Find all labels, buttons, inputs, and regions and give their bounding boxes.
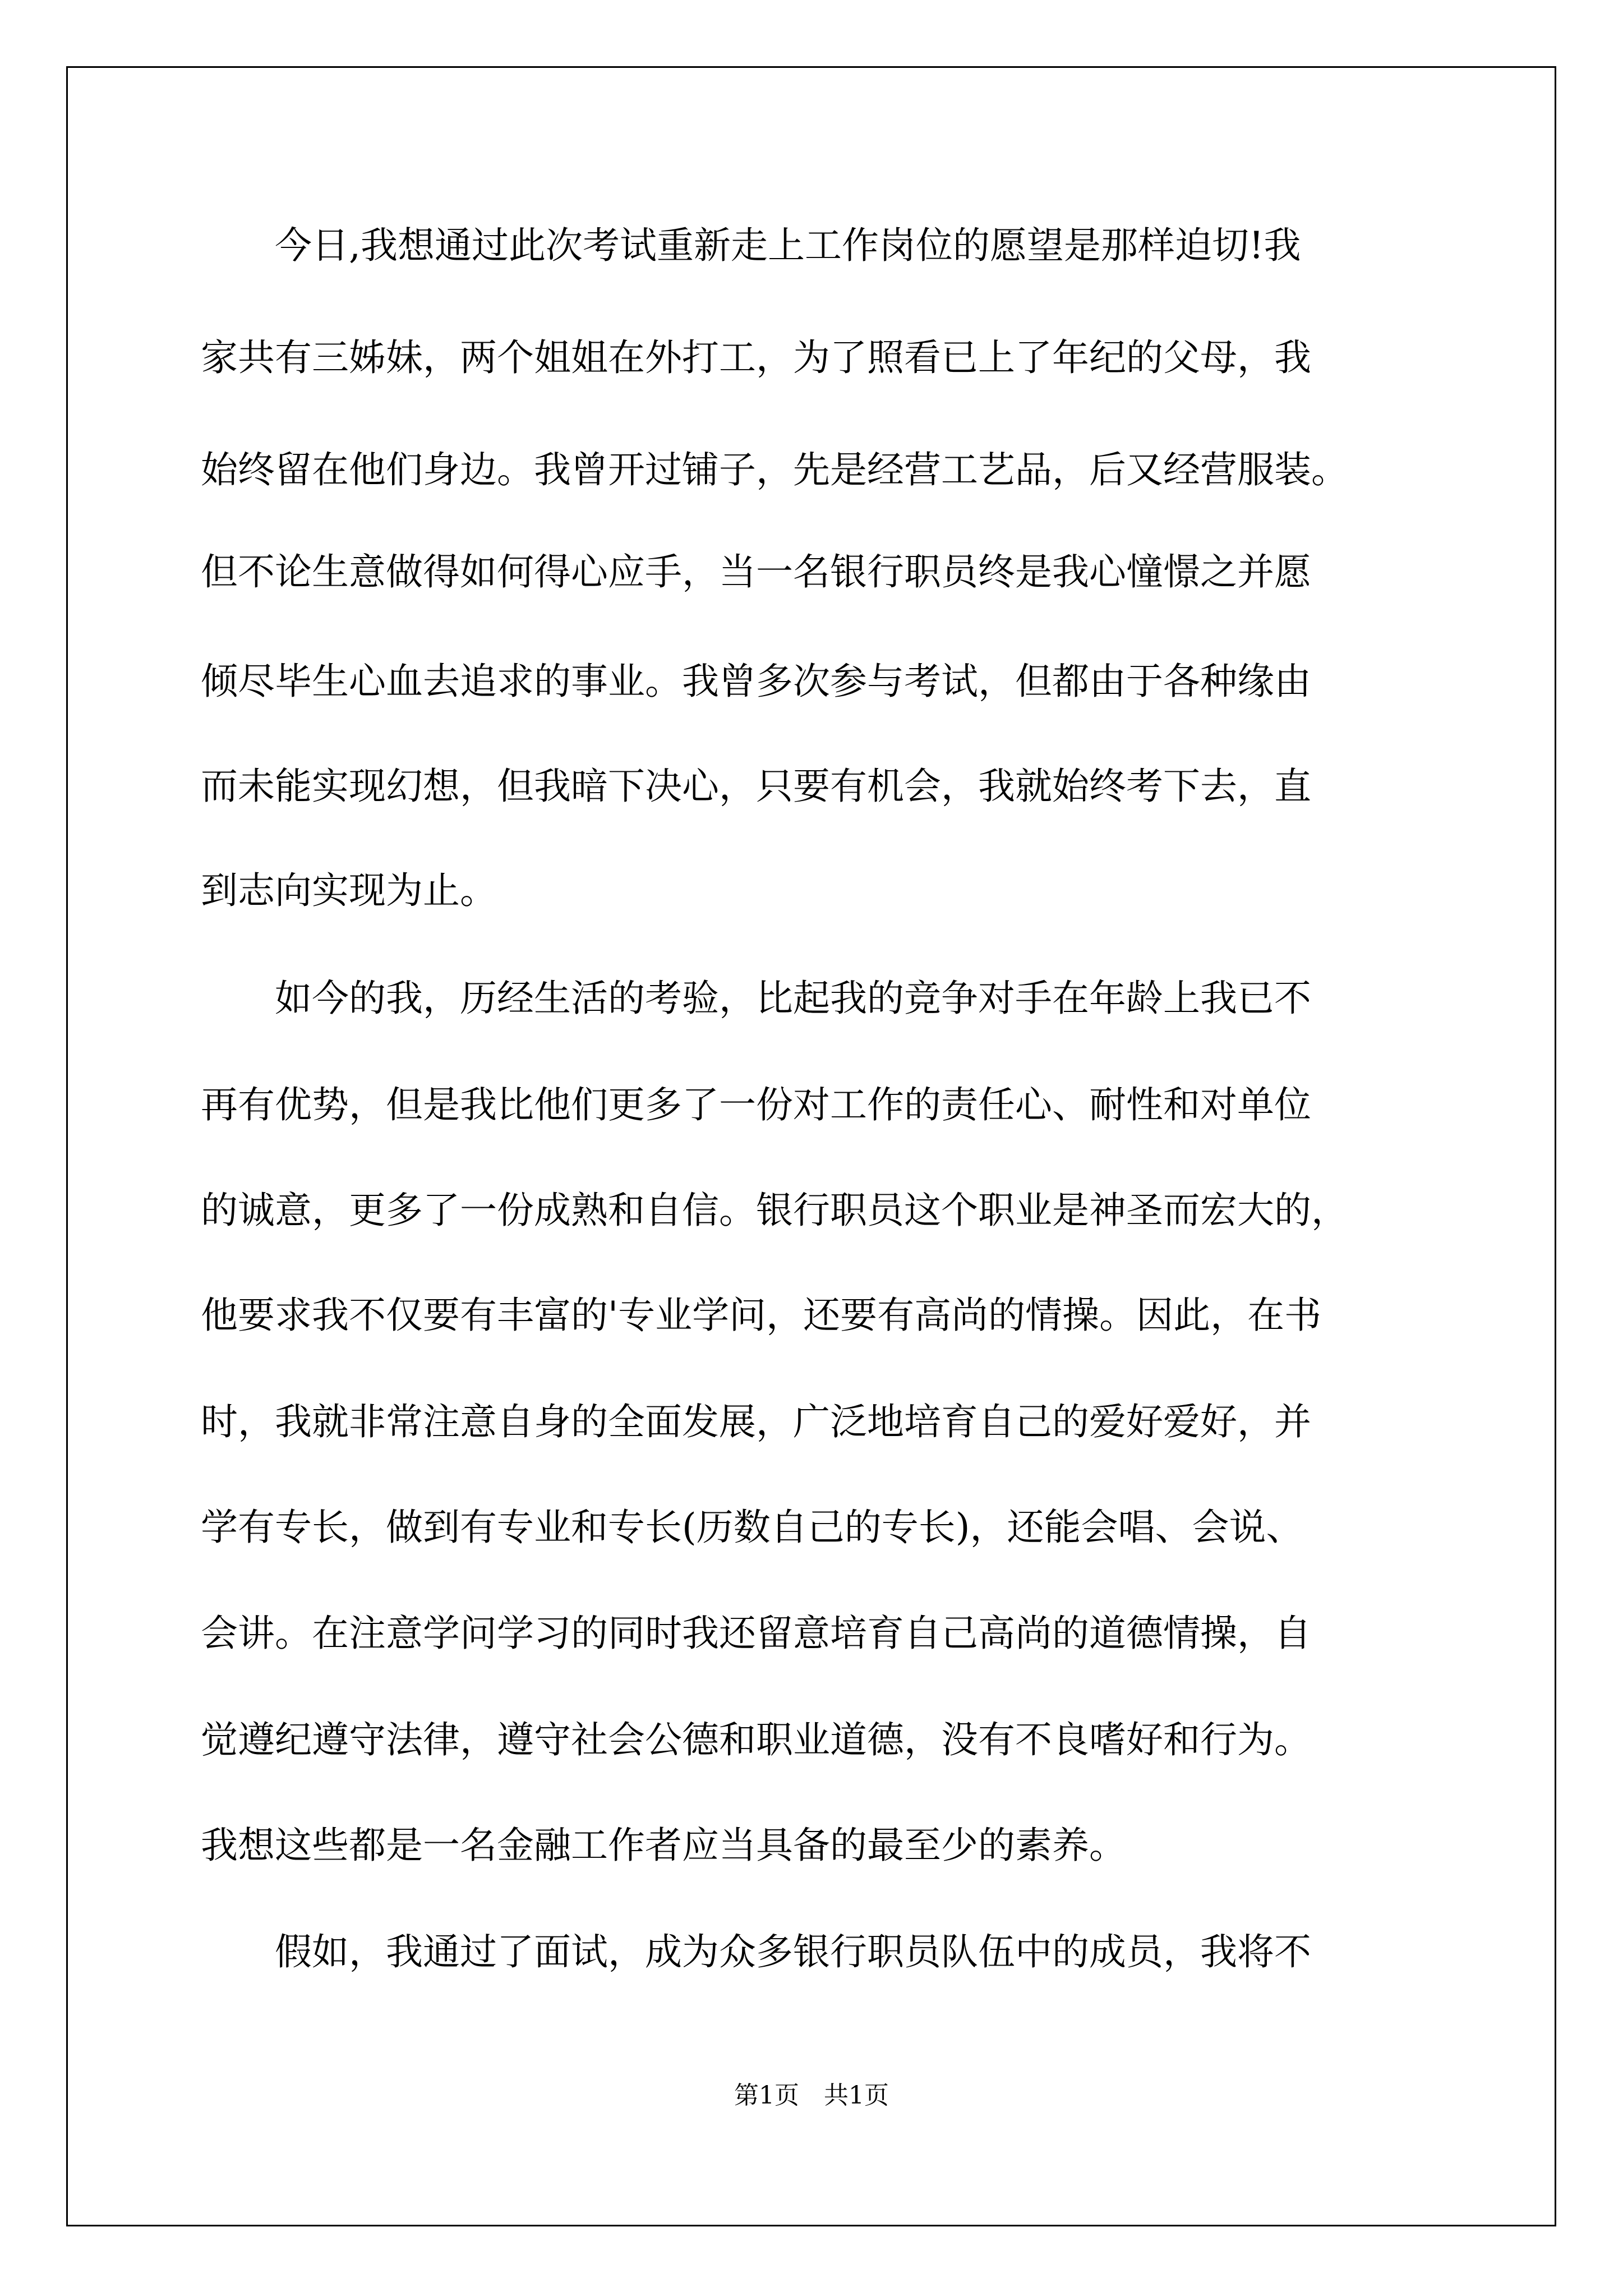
text-line: 倾尽毕生心血去追求的事业。我曾多次参与考试，但都由于各种缘由 xyxy=(201,660,1311,703)
text-line: 我想这些都是一名金融工作者应当具备的最至少的素养。 xyxy=(201,1824,1126,1867)
text-line: 家共有三姊妹，两个姐姐在外打工，为了照看已上了年纪的父母，我 xyxy=(201,336,1311,379)
text-line: 他要求我不仅要有丰富的'专业学问，还要有高尚的情操。因此，在书 xyxy=(201,1294,1322,1337)
text-line: 的诚意，更多了一份成熟和自信。银行职员这个职业是神圣而宏大的， xyxy=(201,1189,1348,1232)
text-line: 今日,我想通过此次考试重新走上工作岗位的愿望是那样迫切!我 xyxy=(201,224,1301,267)
text-line: 而未能实现幻想，但我暗下决心，只要有机会，我就始终考下去，直 xyxy=(201,765,1311,808)
text-line: 再有优势，但是我比他们更多了一份对工作的责任心、耐性和对单位 xyxy=(201,1083,1311,1126)
text-line: 假如，我通过了面试，成为众多银行职员队伍中的成员，我将不 xyxy=(201,1930,1311,1973)
text-line: 如今的我，历经生活的考验，比起我的竞争对手在年龄上我已不 xyxy=(201,977,1311,1020)
text-line: 时，我就非常注意自身的全面发展，广泛地培育自己的爱好爱好，并 xyxy=(201,1400,1311,1443)
text-line: 始终留在他们身边。我曾开过铺子，先是经营工艺品，后又经营服装。 xyxy=(201,448,1348,491)
text-line: 觉遵纪遵守法律，遵守社会公德和职业道德，没有不良嗜好和行为。 xyxy=(201,1718,1311,1761)
text-line: 到志向实现为止。 xyxy=(201,869,497,912)
text-line: 学有专长，做到有专业和专长(历数自己的专长)，还能会唱、会说、 xyxy=(201,1506,1303,1549)
page-number-footer: 第1页 共1页 xyxy=(734,2081,889,2110)
text-line: 会讲。在注意学问学习的同时我还留意培育自己高尚的道德情操，自 xyxy=(201,1612,1311,1655)
text-line: 但不论生意做得如何得心应手，当一名银行职员终是我心憧憬之并愿 xyxy=(201,550,1311,593)
